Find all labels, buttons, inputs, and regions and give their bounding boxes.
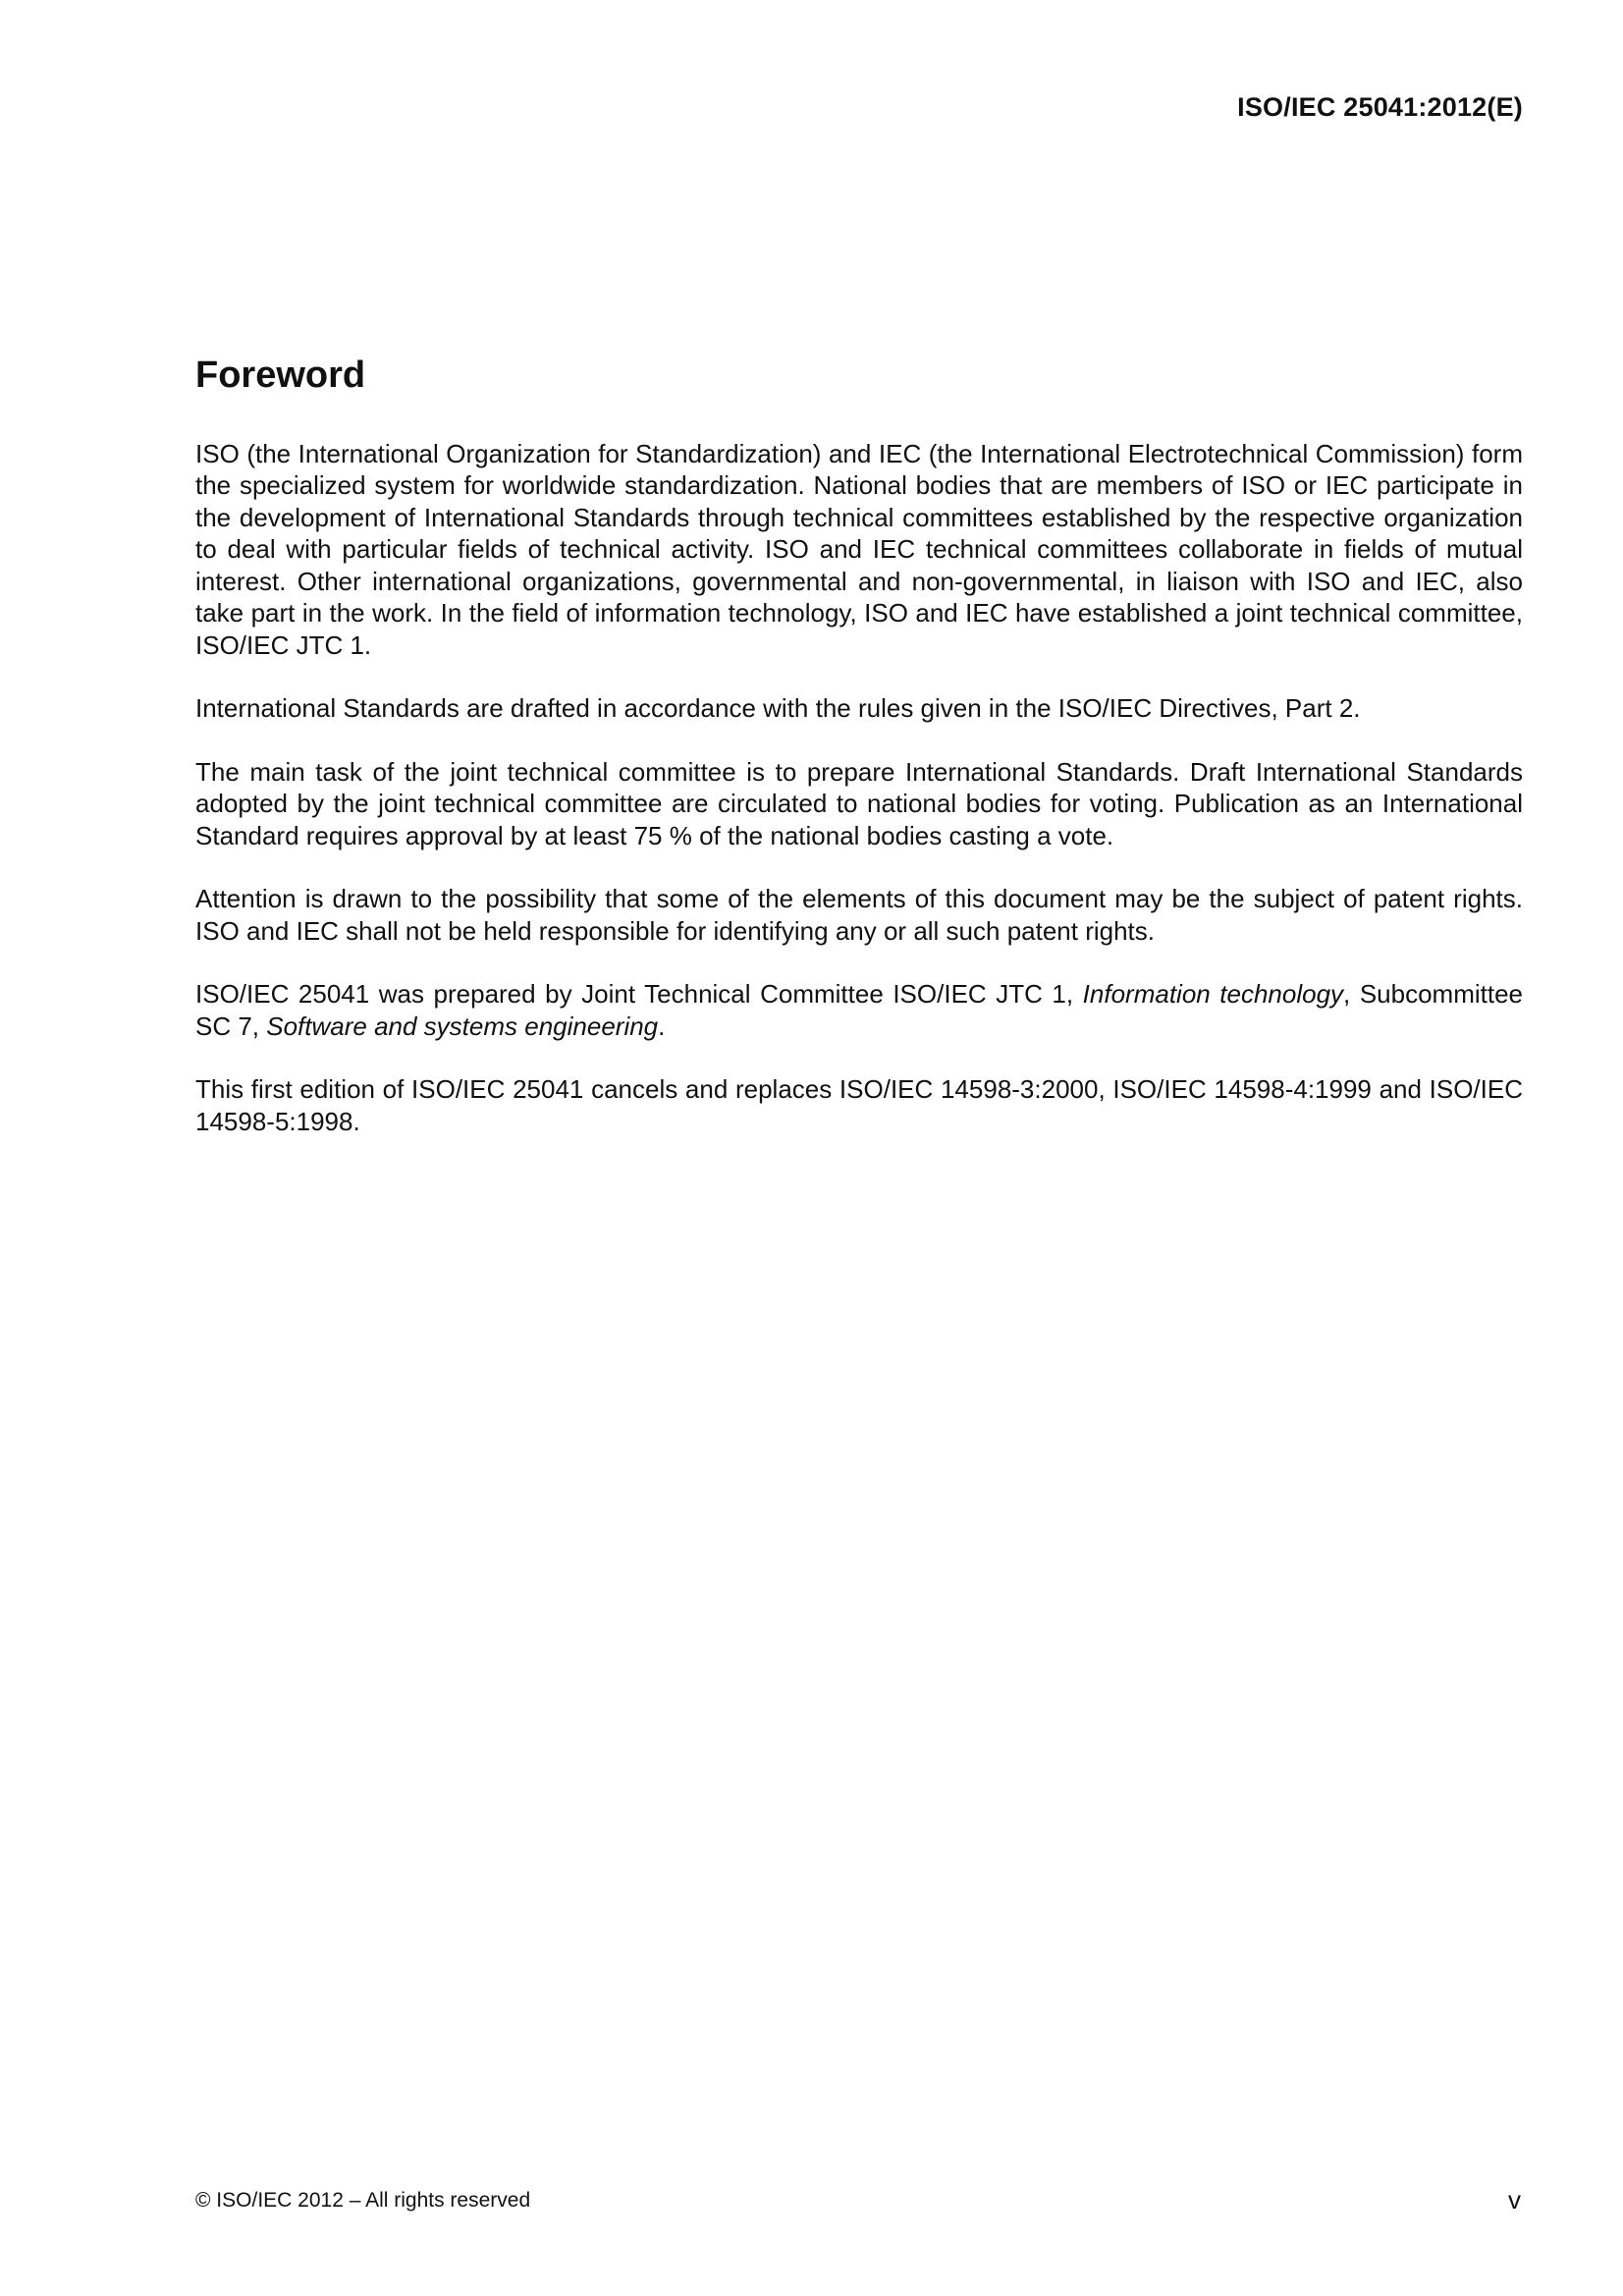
- copyright-notice: © ISO/IEC 2012 – All rights reserved: [195, 2189, 531, 2212]
- preparation-text-3: .: [658, 1011, 666, 1041]
- committee-title: Information technology: [1082, 979, 1344, 1010]
- page-title: Foreword: [195, 355, 366, 396]
- paragraph-patent-rights: Attention is drawn to the possibility that some of the elements of this document may be the subject of patent rights. ISO and IEC shall not be held responsible for identifying any or all such patent rights.: [195, 884, 1523, 946]
- paragraph-drafting-rules: International Standards are drafted in accordance with the rules given in the ISO/IEC Directives, Part 2.: [195, 693, 1361, 724]
- preparation-text-1: ISO/IEC 25041 was prepared by Joint Technical Committee ISO/IEC JTC 1,: [195, 979, 1083, 1010]
- paragraph-organization: ISO (the International Organization for Standardization) and IEC (the International Electrotechnical Commission) form the specialized system for worldwide standardization. National bodies that are members of ISO or IEC participate in the development of International Standards through technical committees established by the respective organization to deal with particular fields of technical activity. ISO and IEC technical committees collaborate in fields of mutual interest. Other international organizations, governmental and non-governmental, in liaison with ISO and IEC, also take part in the work. In the field of information technology, ISO and IEC have established a joint technical committee, ISO/IEC JTC 1.: [195, 438, 1523, 660]
- paragraph-edition: This first edition of ISO/IEC 25041 cancels and replaces ISO/IEC 14598-3:2000, ISO/IEC 14598-4:1999 and ISO/IEC 14598-5:1998.: [195, 1074, 1523, 1136]
- subcommittee-title: Software and systems engineering: [266, 1011, 659, 1041]
- foreword-section: [195, 354, 1523, 1169]
- document-reference: ISO/IEC 25041:2012(E): [1237, 92, 1523, 122]
- preparation-text-2: , Subcommittee SC 7,: [195, 979, 1523, 1041]
- paragraph-committee-task: The main task of the joint technical committee is to prepare International Standards. Draft International Standards adopted by the joint technical committee are circulated to national bodies for voting. Publication as an International Standard requires approval by at least 75 % of the national bodies casting a vote.: [195, 756, 1523, 850]
- paragraph-preparation: [195, 978, 1523, 1042]
- page-number: v: [1508, 2185, 1521, 2214]
